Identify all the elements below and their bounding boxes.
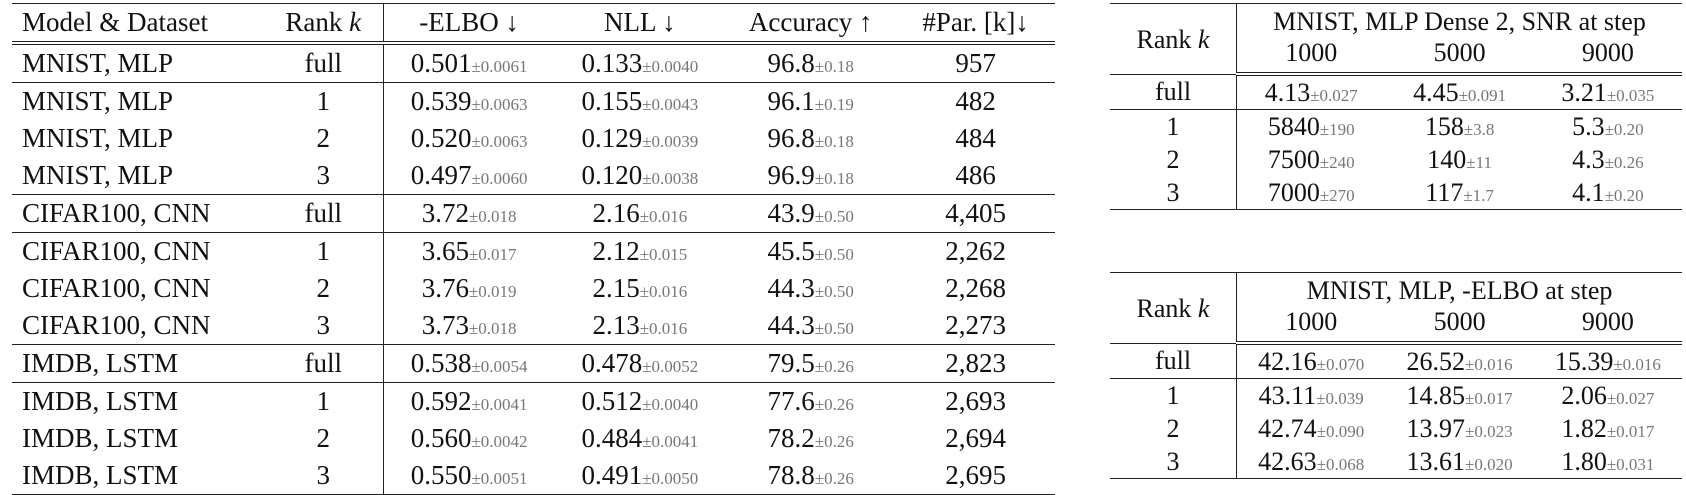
- cell-params: 2,693: [896, 383, 1055, 421]
- snr-cell-step-9000: [1534, 143, 1682, 176]
- cell-neg-elbo-value: 0.550: [410, 460, 472, 490]
- cell-params: 4,405: [896, 195, 1055, 233]
- snr-cell-step-5000-std: ±11: [1466, 152, 1492, 172]
- cell-nll-value: 0.133: [581, 48, 643, 78]
- cell-accuracy: [725, 270, 896, 307]
- cell-neg-elbo-value: 0.497: [410, 160, 472, 190]
- elbo-header-rank-var: k: [1197, 293, 1210, 323]
- snr-cell-step-5000: [1386, 74, 1534, 110]
- snr-cell-step-1000-std: ±240: [1319, 152, 1355, 172]
- snr-row: [1110, 110, 1682, 144]
- cell-accuracy-std: ±0.19: [814, 95, 854, 114]
- elbo-cell-step-9000-value: 15.39: [1554, 346, 1614, 376]
- cell-nll: [555, 157, 726, 195]
- cell-accuracy: [725, 233, 896, 271]
- cell-neg-elbo: [383, 83, 554, 121]
- table-row: [12, 345, 1055, 383]
- cell-neg-elbo-value: 3.65: [421, 236, 469, 266]
- snr-cell-rank: 2: [1110, 143, 1237, 176]
- snr-cell-step-1000-value: 5840: [1267, 111, 1320, 141]
- header-rank-var: k: [349, 7, 362, 37]
- cell-nll-value: 2.12: [592, 236, 640, 266]
- elbo-table-body: [1110, 343, 1682, 479]
- elbo-cell-step-9000-value: 2.06: [1561, 380, 1607, 410]
- cell-model-dataset: MNIST, MLP: [22, 160, 174, 190]
- snr-table-body: [1110, 74, 1682, 210]
- cell-nll-std: ±0.016: [639, 207, 688, 226]
- snr-cell-step-1000-value: 4.13: [1264, 77, 1311, 107]
- elbo-cell-step-5000: [1385, 412, 1533, 445]
- elbo-cell-step-9000-value: 1.82: [1561, 413, 1607, 443]
- cell-accuracy: [725, 307, 896, 345]
- cell-params: 957: [896, 43, 1055, 83]
- elbo-cell-step-9000-std: ±0.016: [1613, 354, 1661, 374]
- main-table-body: [12, 43, 1055, 495]
- header-neg-elbo: -ELBO ↓: [383, 4, 554, 44]
- cell-neg-elbo-std: ±0.0063: [471, 132, 528, 151]
- snr-cell-rank: full: [1110, 74, 1237, 110]
- elbo-cell-step-5000: [1385, 343, 1533, 379]
- snr-step-1000: 1000: [1237, 38, 1386, 74]
- snr-cell-step-1000: [1237, 176, 1386, 210]
- snr-table: [1110, 3, 1682, 210]
- cell-neg-elbo-value: 0.538: [410, 348, 472, 378]
- cell-neg-elbo-value: 0.501: [410, 48, 472, 78]
- cell-accuracy-std: ±0.26: [814, 469, 854, 488]
- elbo-header-rank-label: Rank: [1136, 293, 1198, 323]
- elbo-cell-step-1000-value: 42.16: [1258, 346, 1317, 376]
- snr-cell-step-1000: [1237, 110, 1386, 144]
- snr-cell-step-1000-value: 7500: [1267, 144, 1320, 174]
- snr-cell-step-5000: [1386, 176, 1534, 210]
- elbo-cell-step-9000: [1534, 445, 1682, 479]
- cell-accuracy: [725, 120, 896, 157]
- cell-params: 2,694: [945, 423, 1006, 453]
- elbo-header-row: [1110, 273, 1682, 308]
- snr-row: [1110, 143, 1682, 176]
- cell-accuracy-std: ±0.50: [814, 245, 854, 264]
- cell-accuracy-std: ±0.50: [814, 319, 854, 338]
- cell-neg-elbo: [383, 383, 554, 421]
- elbo-step-5000: 5000: [1385, 307, 1533, 343]
- snr-row: [1110, 74, 1682, 110]
- cell-neg-elbo-std: ±0.0041: [471, 395, 528, 414]
- snr-header-row: [1110, 4, 1682, 39]
- elbo-steps-table: [1110, 272, 1682, 479]
- cell-rank: 2: [264, 120, 384, 157]
- snr-cell-step-5000-value: 140: [1427, 144, 1467, 174]
- cell-accuracy-value: 78.8: [767, 460, 815, 490]
- snr-cell-step-9000-value: 3.21: [1561, 77, 1607, 107]
- snr-header-title: MNIST, MLP Dense 2, SNR at step: [1273, 7, 1646, 36]
- cell-accuracy-std: ±0.50: [814, 282, 854, 301]
- cell-model-dataset: CIFAR100, CNN: [12, 195, 264, 233]
- cell-nll-value: 0.155: [581, 86, 643, 116]
- cell-nll-std: ±0.0039: [642, 132, 699, 151]
- elbo-cell-step-9000-value: 1.80: [1561, 446, 1607, 476]
- elbo-cell-step-1000-std: ±0.068: [1316, 454, 1365, 474]
- snr-cell-step-5000: [1386, 143, 1534, 176]
- cell-model-dataset: CIFAR100, CNN: [22, 273, 211, 303]
- snr-cell-step-1000-std: ±0.027: [1310, 85, 1358, 105]
- cell-nll: [555, 457, 726, 495]
- cell-nll-std: ±0.016: [639, 282, 688, 301]
- cell-accuracy-value: 96.9: [767, 160, 815, 190]
- cell-nll-value: 0.120: [581, 160, 643, 190]
- snr-cell-rank: 1: [1110, 110, 1237, 144]
- elbo-cell-step-1000: [1237, 379, 1386, 413]
- snr-cell-step-9000-std: ±0.035: [1606, 85, 1655, 105]
- cell-nll-value: 0.478: [581, 348, 643, 378]
- cell-neg-elbo-value: 3.72: [421, 198, 469, 228]
- snr-cell-step-1000: [1237, 143, 1386, 176]
- snr-cell-step-5000: [1386, 110, 1534, 144]
- snr-cell-step-1000-value: 7000: [1267, 177, 1320, 207]
- snr-cell-step-5000-std: ±3.8: [1463, 119, 1495, 139]
- cell-model-dataset: MNIST, MLP: [12, 43, 264, 83]
- elbo-header-title: MNIST, MLP, -ELBO at step: [1306, 276, 1613, 305]
- elbo-header-rank: [1110, 273, 1237, 344]
- cell-nll: [555, 120, 726, 157]
- elbo-cell-step-1000: [1237, 412, 1386, 445]
- cell-accuracy-value: 79.5: [767, 348, 815, 378]
- cell-neg-elbo-std: ±0.0054: [471, 357, 528, 376]
- cell-model-dataset: IMDB, LSTM: [12, 383, 264, 421]
- elbo-row: [1110, 379, 1682, 413]
- snr-row: [1110, 176, 1682, 210]
- elbo-cell-step-5000-value: 26.52: [1406, 346, 1466, 376]
- table-row: [12, 420, 1055, 457]
- cell-accuracy-value: 44.3: [767, 273, 815, 303]
- snr-cell-step-9000-value: 5.3: [1572, 111, 1605, 141]
- cell-neg-elbo: [383, 307, 554, 345]
- cell-nll-std: ±0.0043: [642, 95, 699, 114]
- cell-neg-elbo-std: ±0.018: [468, 207, 517, 226]
- elbo-cell-step-5000-value: 14.85: [1406, 380, 1466, 410]
- table-row: [12, 457, 1055, 495]
- cell-params: 486: [955, 160, 996, 190]
- snr-cell-step-9000-std: ±0.20: [1604, 119, 1644, 139]
- cell-rank: full: [264, 195, 384, 233]
- elbo-cell-rank: full: [1110, 343, 1237, 379]
- table-row: [12, 120, 1055, 157]
- cell-params: 2,273: [945, 310, 1006, 340]
- cell-nll: [555, 43, 726, 83]
- elbo-cell-step-5000-value: 13.61: [1406, 446, 1466, 476]
- cell-nll-std: ±0.0041: [642, 432, 699, 451]
- cell-neg-elbo: [383, 233, 554, 271]
- cell-rank: 3: [264, 457, 384, 495]
- cell-rank: 3: [264, 307, 384, 345]
- elbo-row: [1110, 445, 1682, 479]
- snr-cell-step-9000-value: 4.3: [1572, 144, 1605, 174]
- cell-params: 2,695: [896, 457, 1055, 495]
- table-row: [12, 270, 1055, 307]
- cell-nll-std: ±0.0038: [642, 169, 699, 188]
- elbo-cell-rank: 1: [1110, 379, 1237, 413]
- cell-nll: [555, 233, 726, 271]
- snr-cell-step-1000-std: ±190: [1319, 119, 1355, 139]
- cell-nll-value: 0.512: [581, 386, 643, 416]
- snr-cell-step-5000-value: 158: [1424, 111, 1464, 141]
- snr-cell-step-9000: [1534, 176, 1682, 210]
- cell-accuracy-value: 43.9: [767, 198, 815, 228]
- cell-rank: 2: [264, 420, 384, 457]
- cell-neg-elbo-std: ±0.0060: [471, 169, 528, 188]
- snr-cell-step-5000-value: 4.45: [1413, 77, 1459, 107]
- elbo-cell-step-5000-std: ±0.017: [1465, 388, 1513, 408]
- cell-nll-value: 2.15: [592, 273, 640, 303]
- cell-neg-elbo-value: 3.76: [421, 273, 469, 303]
- cell-neg-elbo: [383, 457, 554, 495]
- cell-nll: [555, 270, 726, 307]
- cell-nll-value: 0.484: [581, 423, 643, 453]
- cell-accuracy-std: ±0.18: [814, 132, 854, 151]
- table-row: [12, 43, 1055, 83]
- elbo-cell-step-9000-std: ±0.027: [1606, 388, 1655, 408]
- cell-nll-std: ±0.0052: [642, 357, 699, 376]
- cell-neg-elbo-value: 3.73: [421, 310, 469, 340]
- cell-neg-elbo-value: 0.560: [410, 423, 472, 453]
- snr-header-rank-label: Rank: [1136, 24, 1198, 54]
- elbo-cell-step-5000-std: ±0.023: [1465, 421, 1513, 441]
- elbo-row: [1110, 412, 1682, 445]
- header-model-dataset: Model & Dataset: [12, 4, 264, 44]
- elbo-cell-step-5000-std: ±0.020: [1465, 454, 1513, 474]
- cell-neg-elbo-value: 0.520: [410, 123, 472, 153]
- snr-step-5000: 5000: [1386, 38, 1534, 74]
- cell-rank: 3: [264, 157, 384, 195]
- cell-accuracy: [725, 83, 896, 121]
- table-row: [12, 83, 1055, 121]
- cell-neg-elbo: [383, 43, 554, 83]
- elbo-cell-step-1000-std: ±0.039: [1316, 388, 1364, 408]
- elbo-step-1000: 1000: [1237, 307, 1386, 343]
- cell-params: 482: [896, 83, 1055, 121]
- cell-neg-elbo: [383, 345, 554, 383]
- elbo-cell-step-9000-std: ±0.031: [1606, 454, 1655, 474]
- header-nll: NLL ↓: [555, 4, 726, 44]
- cell-nll-std: ±0.016: [639, 319, 688, 338]
- snr-cell-step-9000-value: 4.1: [1572, 177, 1605, 207]
- cell-params: 2,823: [896, 345, 1055, 383]
- snr-cell-step-1000-std: ±270: [1319, 185, 1355, 205]
- elbo-cell-step-5000: [1385, 445, 1533, 479]
- elbo-cell-rank: 3: [1110, 445, 1237, 479]
- cell-accuracy-std: ±0.18: [814, 57, 854, 76]
- snr-header-rank-var: k: [1197, 24, 1210, 54]
- snr-cell-step-9000-std: ±0.20: [1604, 185, 1644, 205]
- cell-model-dataset: IMDB, LSTM: [12, 345, 264, 383]
- cell-model-dataset: IMDB, LSTM: [12, 457, 264, 495]
- snr-cell-rank: 3: [1110, 176, 1237, 210]
- table-row: [12, 307, 1055, 345]
- cell-nll: [555, 83, 726, 121]
- cell-neg-elbo: [383, 120, 554, 157]
- elbo-cell-step-1000-std: ±0.090: [1316, 421, 1365, 441]
- cell-accuracy-std: ±0.26: [814, 357, 854, 376]
- cell-model-dataset: CIFAR100, CNN: [12, 233, 264, 271]
- snr-cell-step-9000: [1534, 74, 1682, 110]
- cell-nll: [555, 195, 726, 233]
- cell-nll: [555, 420, 726, 457]
- header-rank: [264, 4, 384, 44]
- cell-nll-std: ±0.0040: [642, 57, 699, 76]
- cell-accuracy: [725, 383, 896, 421]
- snr-cell-step-9000-std: ±0.26: [1604, 152, 1644, 172]
- cell-neg-elbo-value: 0.539: [410, 86, 472, 116]
- main-results-table: [12, 3, 1055, 495]
- cell-accuracy-std: ±0.26: [814, 432, 854, 451]
- cell-nll-std: ±0.015: [639, 245, 688, 264]
- cell-neg-elbo-std: ±0.018: [468, 319, 517, 338]
- cell-neg-elbo-std: ±0.0051: [471, 469, 528, 488]
- main-header-row: [12, 4, 1055, 44]
- cell-model-dataset: MNIST, MLP: [12, 83, 264, 121]
- cell-nll-value: 0.129: [581, 123, 643, 153]
- cell-nll-std: ±0.0040: [642, 395, 699, 414]
- elbo-cell-step-1000-std: ±0.070: [1316, 354, 1365, 374]
- cell-neg-elbo: [383, 420, 554, 457]
- cell-nll: [555, 383, 726, 421]
- cell-neg-elbo: [383, 157, 554, 195]
- cell-nll: [555, 307, 726, 345]
- cell-neg-elbo-std: ±0.0042: [471, 432, 528, 451]
- elbo-cell-rank: 2: [1110, 412, 1237, 445]
- elbo-cell-step-1000-value: 43.11: [1258, 380, 1317, 410]
- snr-header-rank: [1110, 4, 1237, 75]
- elbo-cell-step-1000-value: 42.63: [1258, 446, 1317, 476]
- elbo-row: [1110, 343, 1682, 379]
- elbo-cell-step-5000-value: 13.97: [1406, 413, 1466, 443]
- cell-nll: [555, 345, 726, 383]
- cell-accuracy-std: ±0.50: [814, 207, 854, 226]
- elbo-cell-step-9000: [1534, 343, 1682, 379]
- cell-neg-elbo: [383, 270, 554, 307]
- cell-neg-elbo-std: ±0.017: [468, 245, 517, 264]
- cell-rank: full: [264, 345, 384, 383]
- elbo-cell-step-1000-value: 42.74: [1258, 413, 1317, 443]
- cell-params: 2,268: [945, 273, 1006, 303]
- cell-params: 484: [955, 123, 996, 153]
- snr-cell-step-9000: [1534, 110, 1682, 144]
- header-params: #Par. [k]↓: [896, 4, 1055, 44]
- snr-cell-step-5000-std: ±0.091: [1458, 85, 1507, 105]
- cell-model-dataset: CIFAR100, CNN: [22, 310, 211, 340]
- cell-accuracy-std: ±0.18: [814, 169, 854, 188]
- cell-accuracy-value: 96.8: [767, 123, 815, 153]
- snr-step-9000: 9000: [1534, 38, 1682, 74]
- cell-nll-value: 2.13: [592, 310, 640, 340]
- cell-nll-value: 0.491: [581, 460, 643, 490]
- cell-neg-elbo-std: ±0.0061: [471, 57, 528, 76]
- cell-model-dataset: IMDB, LSTM: [22, 423, 179, 453]
- cell-rank: full: [264, 43, 384, 83]
- elbo-cell-step-9000: [1534, 412, 1682, 445]
- elbo-cell-step-9000-std: ±0.017: [1606, 421, 1655, 441]
- cell-accuracy-value: 44.3: [767, 310, 815, 340]
- cell-nll-std: ±0.0050: [642, 469, 699, 488]
- elbo-cell-step-1000: [1237, 445, 1386, 479]
- cell-rank: 1: [264, 383, 384, 421]
- table-row: [12, 157, 1055, 195]
- cell-accuracy: [725, 43, 896, 83]
- header-rank-label: Rank: [285, 7, 350, 37]
- header-accuracy: Accuracy ↑: [725, 4, 896, 44]
- cell-nll-value: 2.16: [592, 198, 640, 228]
- cell-rank: 2: [264, 270, 384, 307]
- cell-accuracy-std: ±0.26: [814, 395, 854, 414]
- table-row: [12, 233, 1055, 271]
- cell-neg-elbo-std: ±0.019: [468, 282, 517, 301]
- cell-neg-elbo-value: 0.592: [410, 386, 472, 416]
- elbo-step-9000: 9000: [1534, 307, 1682, 343]
- cell-accuracy: [725, 420, 896, 457]
- cell-neg-elbo-std: ±0.0063: [471, 95, 528, 114]
- snr-cell-step-5000-std: ±1.7: [1463, 185, 1494, 205]
- cell-model-dataset: MNIST, MLP: [22, 123, 174, 153]
- elbo-cell-step-5000-std: ±0.016: [1465, 354, 1513, 374]
- table-row: [12, 195, 1055, 233]
- cell-accuracy: [725, 457, 896, 495]
- cell-accuracy: [725, 195, 896, 233]
- elbo-cell-step-1000: [1237, 343, 1386, 379]
- elbo-cell-step-5000: [1385, 379, 1533, 413]
- cell-accuracy-value: 78.2: [767, 423, 815, 453]
- cell-params: 2,262: [896, 233, 1055, 271]
- elbo-cell-step-9000: [1534, 379, 1682, 413]
- cell-accuracy-value: 77.6: [767, 386, 815, 416]
- cell-accuracy: [725, 345, 896, 383]
- cell-neg-elbo: [383, 195, 554, 233]
- cell-rank: 1: [264, 83, 384, 121]
- cell-accuracy: [725, 157, 896, 195]
- cell-accuracy-value: 96.8: [767, 48, 815, 78]
- snr-cell-step-1000: [1237, 74, 1386, 110]
- cell-rank: 1: [264, 233, 384, 271]
- cell-accuracy-value: 96.1: [767, 86, 815, 116]
- snr-cell-step-5000-value: 117: [1425, 177, 1464, 207]
- cell-accuracy-value: 45.5: [767, 236, 815, 266]
- table-row: [12, 383, 1055, 421]
